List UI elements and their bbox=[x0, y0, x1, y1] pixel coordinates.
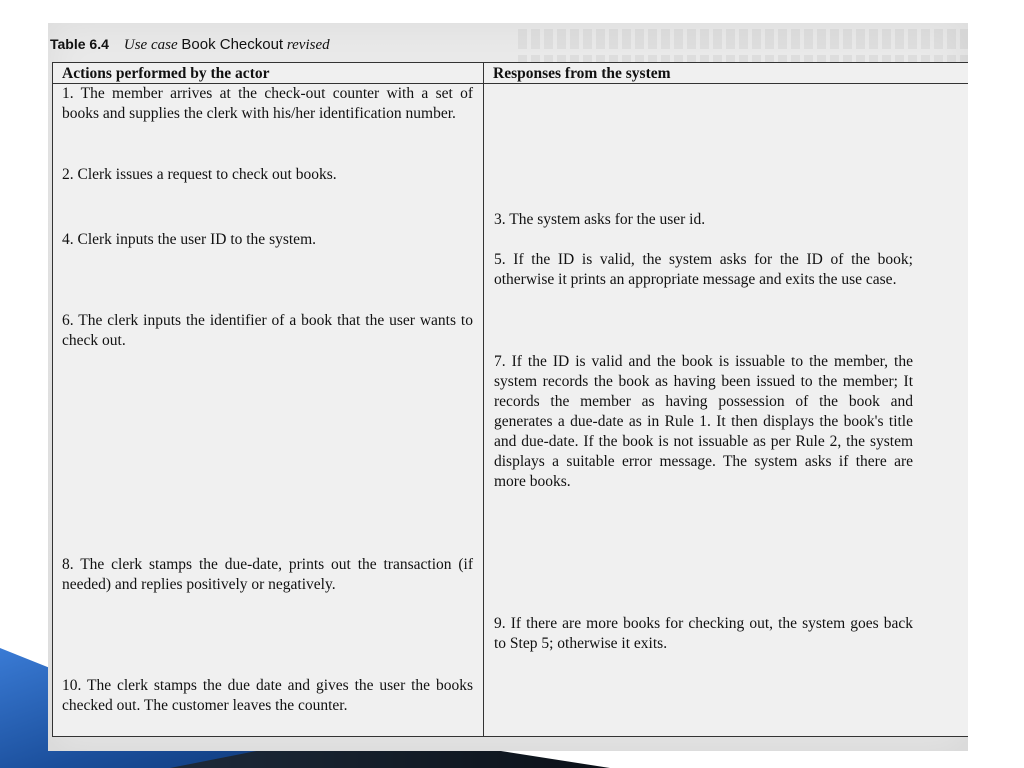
table-header-row bbox=[53, 63, 969, 84]
caption-use-case: Use case bbox=[123, 37, 178, 53]
system-step-9: 9. If there are more books for checking out, the system goes back to Step 5; otherwise it exits. bbox=[494, 615, 913, 652]
system-column bbox=[484, 84, 969, 737]
actor-step-2: 2. Clerk issues a request to check out books. bbox=[62, 166, 337, 183]
system-step-3: 3. The system asks for the user id. bbox=[494, 211, 706, 228]
actor-step-4: 4. Clerk inputs the user ID to the system. bbox=[62, 231, 316, 248]
table-caption bbox=[50, 36, 330, 54]
system-step-5: 5. If the ID is valid, the system asks for the ID of the book; otherwise it prints an appropriate message and exits the use case. bbox=[494, 251, 913, 288]
scanned-page bbox=[48, 23, 968, 751]
system-step-7: 7. If the ID is valid and the book is issuable to the member, the system records the book as having been issued to the member; It records the member as having possession of the book and generates a due-date as in Rule 1. It then displays the book's title and due-date. If the book is not issuable as per Rule 2, the system displays a suitable error message. The system asks if there are more books. bbox=[494, 353, 913, 490]
actor-step-1: 1. The member arrives at the check-out counter with a set of books and supplies the clerk with his/her identification number. bbox=[62, 85, 473, 122]
header-system: Responses from the system bbox=[484, 63, 969, 84]
actor-step-10: 10. The clerk stamps the due date and gives the user the books checked out. The customer leaves the counter. bbox=[62, 677, 473, 714]
table-body-row bbox=[53, 84, 969, 737]
actor-column bbox=[53, 84, 484, 737]
use-case-table bbox=[52, 62, 968, 737]
caption-title: Book Checkout bbox=[181, 36, 284, 53]
table-label: Table 6.4 bbox=[50, 36, 109, 52]
actor-step-6: 6. The clerk inputs the identifier of a book that the user wants to check out. bbox=[62, 312, 473, 349]
actor-step-8: 8. The clerk stamps the due-date, prints out the transaction (if needed) and replies positively or negatively. bbox=[62, 556, 473, 593]
header-actor: Actions performed by the actor bbox=[53, 63, 484, 84]
caption-revised: revised bbox=[286, 37, 330, 53]
